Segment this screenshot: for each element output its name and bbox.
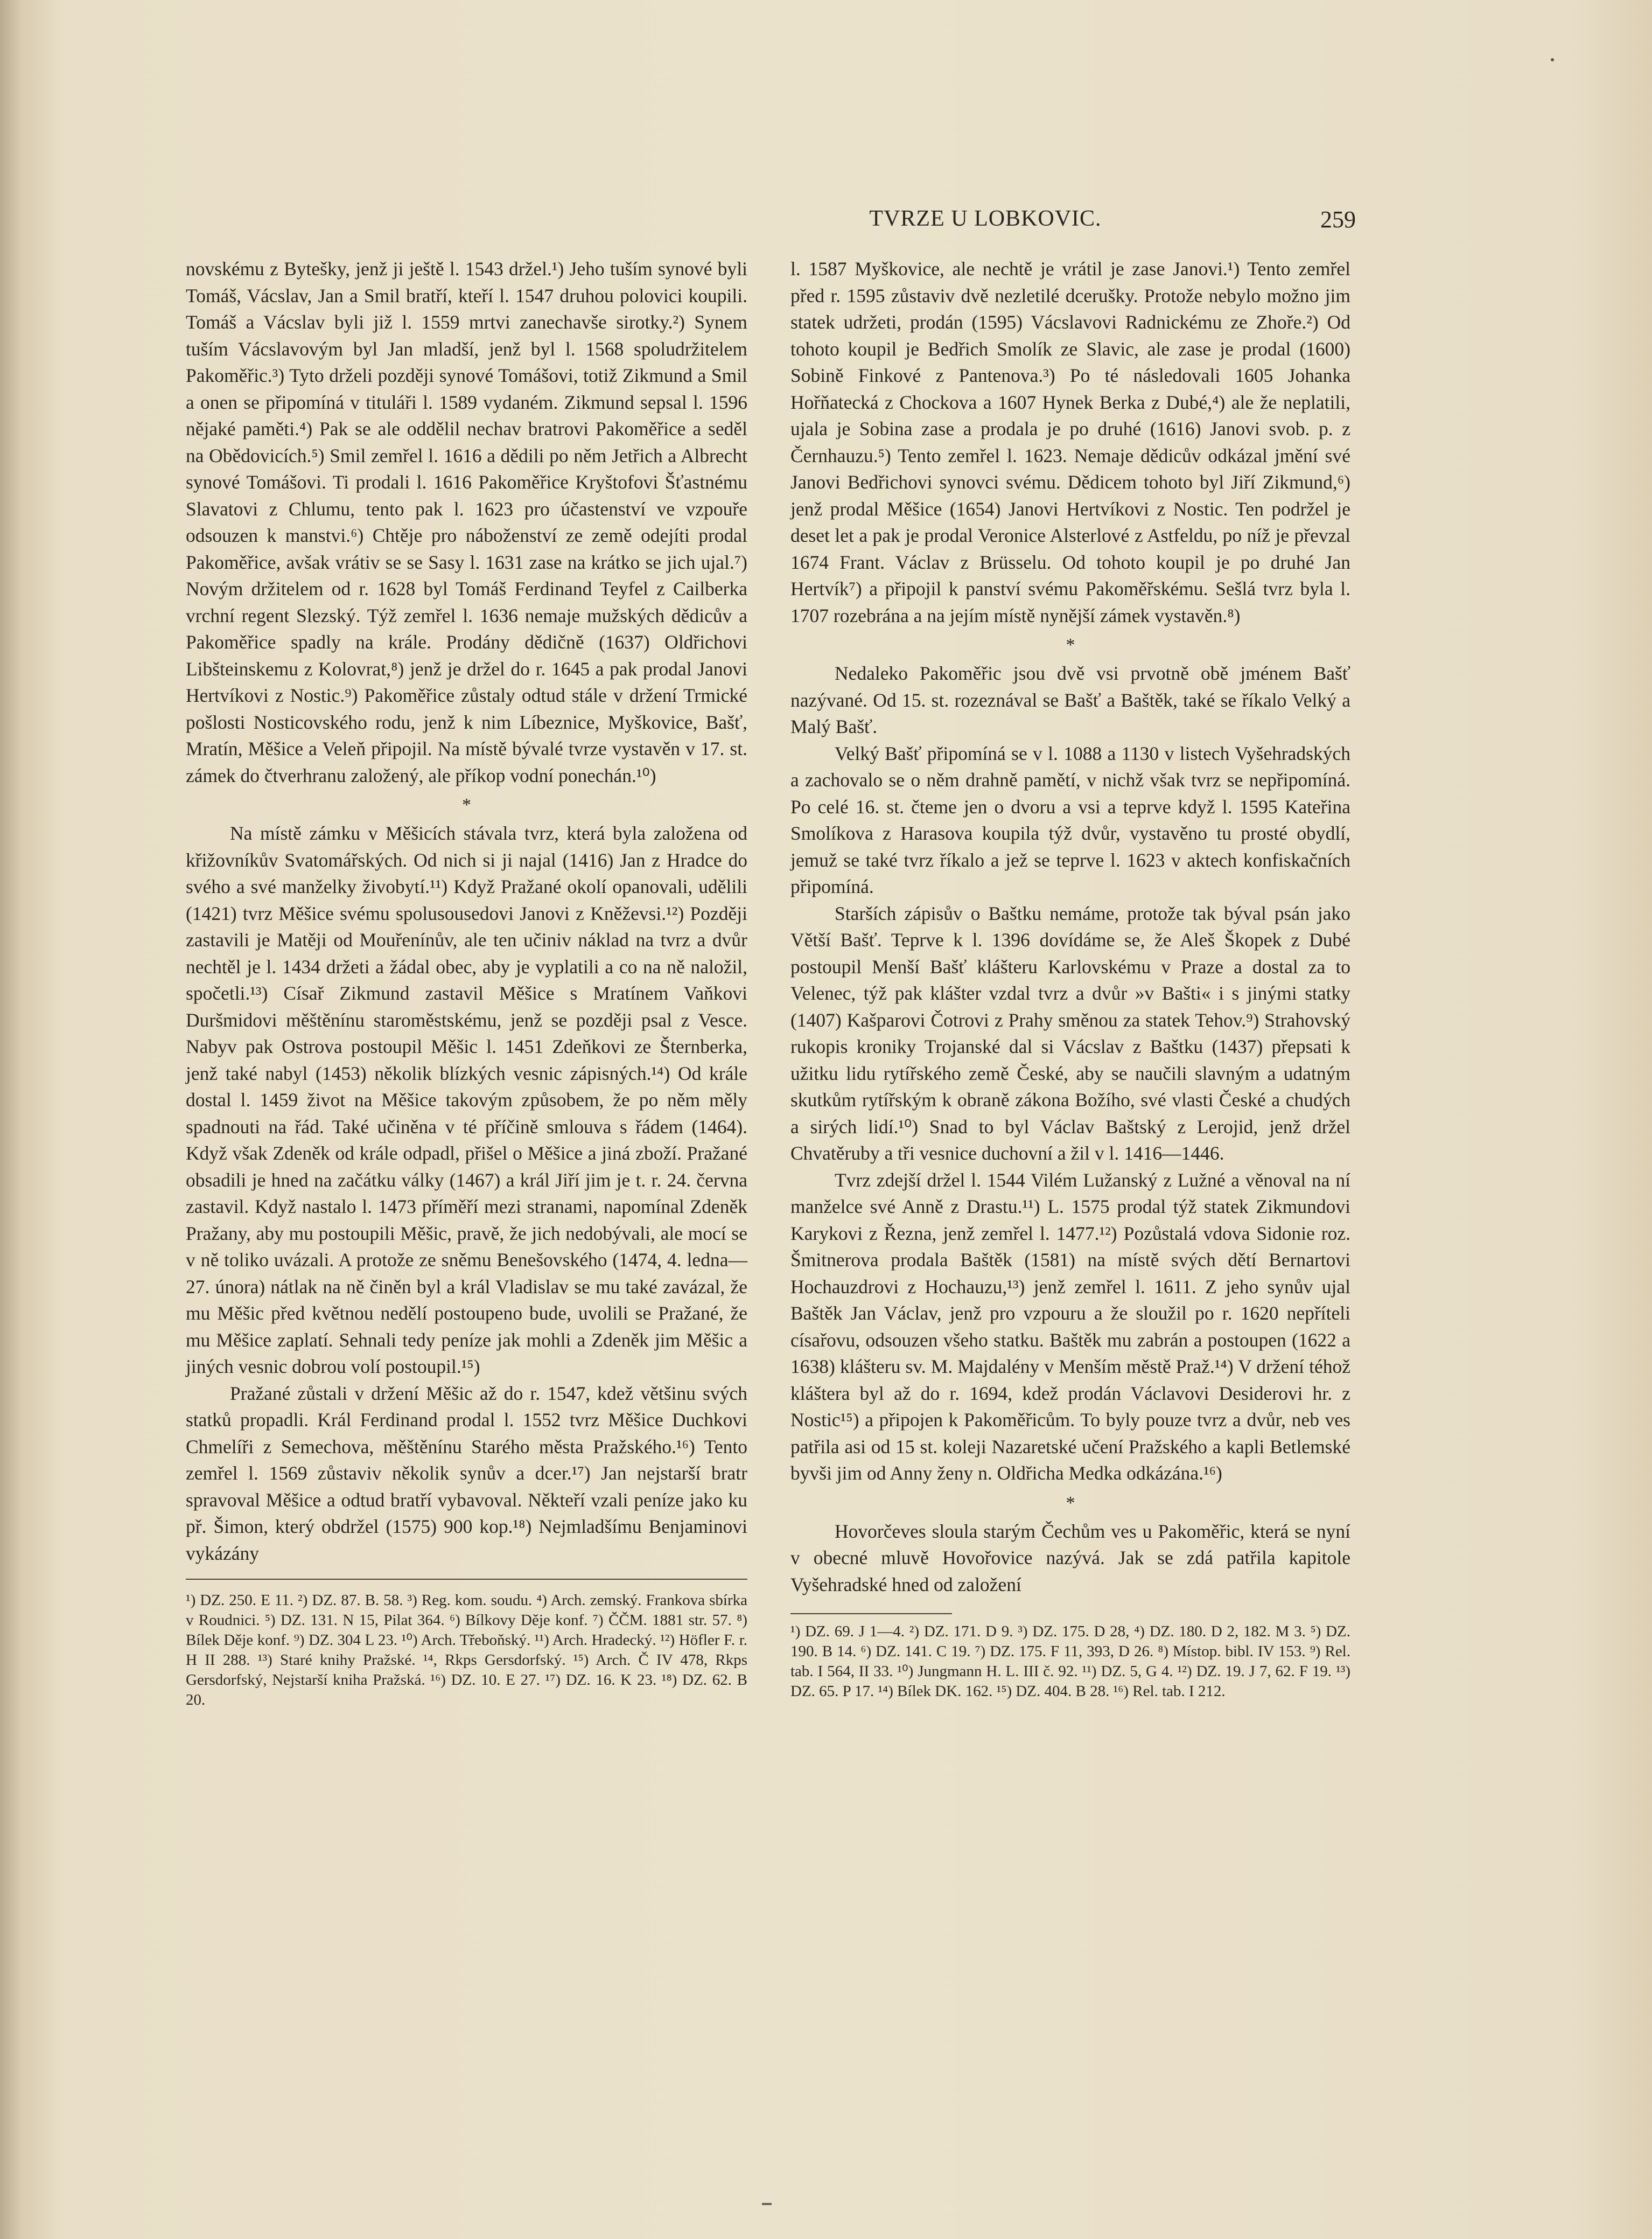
footnotes-right: ¹) DZ. 69. J 1—4. ²) DZ. 171. D 9. ³) DZ. 175. D 28, ⁴) DZ. 180. D 2, 182. M 3. ⁵) DZ. 190. B 14. ⁶) DZ. 141. C 19. ⁷) DZ. 175. F 11, 393, D 26. ⁸) Místop. bibl. IV 153. ⁹) Rel. tab. I 564, II 33. ¹⁰) Jungmann H. L. III č. 92. ¹¹) DZ. 5, G 4. ¹²) DZ. 19. J 7, 62. F 19. ¹³) DZ. 65. P 17. ¹⁴) Bílek DK. 162. ¹⁵) DZ. 404. B 28. ¹⁶) Rel. tab. I 212. bbox=[790, 1623, 1350, 1700]
section-separator: * bbox=[462, 795, 471, 815]
paragraph-pakomerice-end: novskému z Bytešky, jenž ji ještě l. 1543 držel.¹) Jeho tuším synové byli Tomáš, Vácslav, Jan a Smil bratří, kteří l. 1547 druhou polovici koupili. Tomáš a Vácslav byli již l. 1559 mrtvi zanechavše sirotky.²) Synem tuším Vácslavovým byl Jan mladší, jenž byl l. 1568 spoludržitelem Pakoměřic.³) Tyto drželi později synové Tomášovi, totiž Zikmund a Smil a onen se připomíná v tituláři l. 1589 vydaném. Zikmund sepsal l. 1596 nějaké paměti.⁴) Pak se ale oddělil nechav bratrovi Pakoměřice a seděl na Obědovicích.⁵) Smil zemřel l. 1616 a dědili po něm Jetřich a Albrecht synové Tomášovi. Ti prodali l. 1616 Pakoměřice Kryštofovi Šťastnému Slavatovi z Chlumu, tento pak l. 1623 pro účastenství ve vzpouře odsouzen k manstvi.⁶) Chtěje pro náboženství ze země odejíti prodal Pakoměřice, avšak vrátiv se se Sasy l. 1631 zase na krátko se jich ujal.⁷) Novým držitelem od r. 1628 byl Tomáš Ferdinand Teyfel z Cailberka vrchní regent Slezský. Týž zemřel l. 1636 nemaje mužských dědicův a Pakoměřice spadly na krále. Prodány dědičně (1637) Oldřichovi Libšteinskemu z Kolovrat,⁸) jenž je držel do r. 1645 a pak prodal Janovi Hertvíkovi z Nostic.⁹) Pakoměřice zůstaly odtud stále v držení Trmické pošlosti Nosticovského rodu, jenž k nim Líbeznice, Myškovice, Bašť, Mratín, Měšice a Veleň připojil. Na místě bývalé tvrze vystavěn v 17. st. zámek do čtverhranu založený, ale příkop vodní ponechán.¹⁰) bbox=[186, 258, 747, 786]
paragraph-mesice: Na místě zámku v Měšicích stávala tvrz, která byla založena od křižovníkův Svatomářských. Od nich si ji najal (1416) Jan z Hradce do svého a své manželky živobytí.¹¹) Když Pražané okolí opanovali, udělili (1421) tvrz Měšice svému spolusousedovi Janovi z Kněževsi.¹²) Později zastavili je Matěji od Mouřenínův, ale ten učiniv náklad na tvrz a dvůr nechtěl je l. 1434 držeti a žádal obec, aby je vyplatili a co na ně naložil, spočetli.¹³) Císař Zikmund zastavil Měšice s Mratínem Vaňkovi Duršmidovi měštěnínu staroměstskému, jenž se později psal z Vesce. Nabyv pak Ostrova postoupil Měšic l. 1451 Zdeňkovi ze Šternberka, jenž také nabyl (1453) několik blízkých vesnic zápisných.¹⁴) Od krále dostal l. 1459 život na Měšice takovým způsobem, že po něm měly spadnouti na řád. Také učiněna v té příčině smlouva s řádem (1464). Když však Zdeněk od krále odpadl, přišel o Měšice a jiná zboží. Pražané obsadili je hned na začátku války (1467) a král Jiří jim je t. r. 24. června zastavil. Když nastalo l. 1473 příměří mezi stranami, napomínal Zdeněk Pražany, aby mu postoupili Měšic, pravě, že jich nedobývali, ale mocí se v ně toliko uvázali. A protože ze sněmu Benešovského (1474, 4. ledna—27. února) nátlak na ně činěn byl a král Vladislav se mu také zavázal, že mu Měšic před květnou nedělí postoupeno bude, uvolili se Pražané, že mu Měšice zaplatí. Sehnali tedy peníze jak mohli a Zdeněk jim Měšic a jiných vesnic dobrou volí postoupil.¹⁵) bbox=[186, 822, 747, 1377]
footnotes-left: ¹) DZ. 250. E 11. ²) DZ. 87. B. 58. ³) Reg. kom. soudu. ⁴) Arch. zemský. Frankova sbírka v Roudnici. ⁵) DZ. 131. N 15, Pilat 364. ⁶) Bílkovy Děje konf. ⁷) ČČM. 1881 str. 57. ⁸) Bílek Děje konf. ⁹) DZ. 304 L 23. ¹⁰) Arch. Třeboňský. ¹¹) Arch. Hradecký. ¹²) Höfler F. r. H II 288. ¹³) Staré knihy Pražské. ¹⁴, Rkps Gersdorfský. ¹⁵) Arch. Č IV 478, Rkps Gersdorfský, Nejstarší kniha Pražská. ¹⁶) DZ. 10. E 27. ¹⁷) DZ. 16. K 23. ¹⁸) DZ. 62. B 20. bbox=[186, 1579, 747, 1710]
paragraph-mesice-prazane: Pražané zůstali v držení Měšic až do r. 1547, kdež většinu svých statků propadli. Král Ferdinand prodal l. 1552 tvrz Měšice Duchkovi Chmelíři z Semechova, měštěnínu Starého města Pražského.¹⁶) Tento zemřel l. 1569 zůstaviv několik synův a dcer.¹⁷) Jan nejstarší bratr spravoval Měšice a odtud bratří vybavoval. Někteří vzali peníze jako ku př. Šimon, který obdržel (1575) 900 kop.¹⁸) Nejmladšímu Benjaminovi vykázány bbox=[186, 1382, 747, 1564]
print-mark bbox=[762, 2203, 772, 2205]
running-header: TVRZE U LOBKOVIC. bbox=[869, 206, 1102, 231]
section-separator: * bbox=[1066, 635, 1075, 655]
paragraph-velky-bast: Velký Bašť připomíná se v l. 1088 a 1130 v listech Vyšehradských a zachovalo se o něm drahně pamětí, v nichž však tvrz se nepřipomíná. Po celé 16. st. čteme jen o dvoru a vsi a teprve když l. 1595 Kateřina Smolíkova z Harasova koupila týž dvůr, vystavěno tu prosté obydlí, jemuž se také tvrz říkalo a jež se teprve l. 1623 v aktech konfiskačních připomíná. bbox=[790, 742, 1350, 897]
paragraph-bastek: Starších zápisův o Baštku nemáme, protože tak býval psán jako Větší Bašť. Teprve k l. 1396 dovídáme se, že Aleš Škopek z Dubé postoupil Menší Bašť klášteru Karlovskému v Praze a dostal za to Velenec, týž pak klášter vzdal tvrz a dvůr »v Bašti« i s jinými statky (1407) Kašparovi Čotrovi z Prahy směnou za statek Tehov.⁹) Strahovský rukopis kroniky Trojanské dal si Vácslav z Baštku (1437) přepsati k užitku lidu rytířského země České, aby se naučili slavným a udatným skutkům rytířským k obraně zákona Božího, své vlasti České a chudých a sirých lidí.¹⁰) Snad to byl Václav Baštský z Lerojid, jenž držel Chvatěruby a tři vesnice duchovní a žil v l. 1416—1446. bbox=[790, 902, 1350, 1164]
footnote-rule bbox=[790, 1613, 952, 1614]
section-separator: * bbox=[1066, 1492, 1075, 1513]
paragraph-bast-intro: Nedaleko Pakoměřic jsou dvě vsi prvotně obě jménem Bašť nazývané. Od 15. st. rozeznával se Bašť a Baštěk, také se říkalo Velký a Malý Bašť. bbox=[790, 662, 1350, 737]
paragraph-mesice-continued: l. 1587 Myškovice, ale nechtě je vrátil je zase Janovi.¹) Tento zemřel před r. 1595 zůstaviv dvě nezletilé dcerušky. Protože nebylo možno jim statek udržeti, prodán (1595) Vácslavovi Radnickému ze Zhoře.²) Od tohoto koupil je Bedřich Smolík ze Slavic, ale zase je prodal (1600) Sobině Finkové z Pantenova.³) Po té následovali 1605 Johanka Hořňatecká z Chockova a 1607 Hynek Berka z Dubé,⁴) ale že neplatili, ujala je Sobina zase a prodala je po druhé (1616) Janovi svob. p. z Černhauzu.⁵) Tento zemřel l. 1623. Nemaje dědicův odkázal jmění své Janovi Bedřichovi synovci svému. Dědicem tohoto byl Jiří Zikmund,⁶) jenž prodal Měšice (1654) Janovi Hertvíkovi z Nostic. Ten podržel je deset let a pak je prodal Veronice Alsterlové z Astfeldu, po níž je převzal 1674 Frant. Václav z Brüsselu. Od tohoto koupil je po druhé Jan Hertvík⁷) a připojil k panství svému Pakoměřskému. Sešlá tvrz byla l. 1707 rozebrána a na jejím místě nynější zámek vystavěn.⁸) bbox=[790, 258, 1350, 626]
page-number: 259 bbox=[1320, 206, 1356, 233]
right-column bbox=[790, 256, 1350, 1701]
paragraph-tvrz-bastek: Tvrz zdejší držel l. 1544 Vilém Lužanský z Lužné a věnoval na ní manželce své Anně z Drastu.¹¹) L. 1575 prodal týž statek Zikmundovi Karykovi z Řezna, jenž zemřel l. 1477.¹²) Pozůstalá vdova Sidonie roz. Šmitnerova prodala Baštěk (1581) na místě svých dětí Bernartovi Hochauzdrovi z Hochauzu,¹³) jenž zemřel l. 1611. Z jeho synův ujal Baštěk Jan Václav, jenž pro vzpouru a že sloužil po r. 1620 nepříteli císařovu, odsouzen všeho statku. Baštěk mu zabrán a postoupen (1622 a 1638) klášteru sv. M. Majdalény v Menším městě Praž.¹⁴) V držení téhož kláštera byl až do r. 1694, kdež prodán Václavovi Desiderovi hr. z Nostic¹⁵) a připojen k Pakoměřicům. To byly pouze tvrz a dvůr, neb ves patřila asi od 15 st. koleji Nazaretské učení Pražského a kapli Betlemské byvši jim od Anny ženy n. Oldřicha Medka odkázána.¹⁶) bbox=[790, 1169, 1350, 1484]
left-column bbox=[186, 256, 747, 1710]
print-speck bbox=[1551, 58, 1554, 61]
paragraph-hovorceves: Hovorčeves sloula starým Čechům ves u Pakoměřic, která se nyní v obecné mluvě Hovořovice nazývá. Jak se zdá patřila kapitole Vyšehradské hned od založení bbox=[790, 1520, 1350, 1595]
